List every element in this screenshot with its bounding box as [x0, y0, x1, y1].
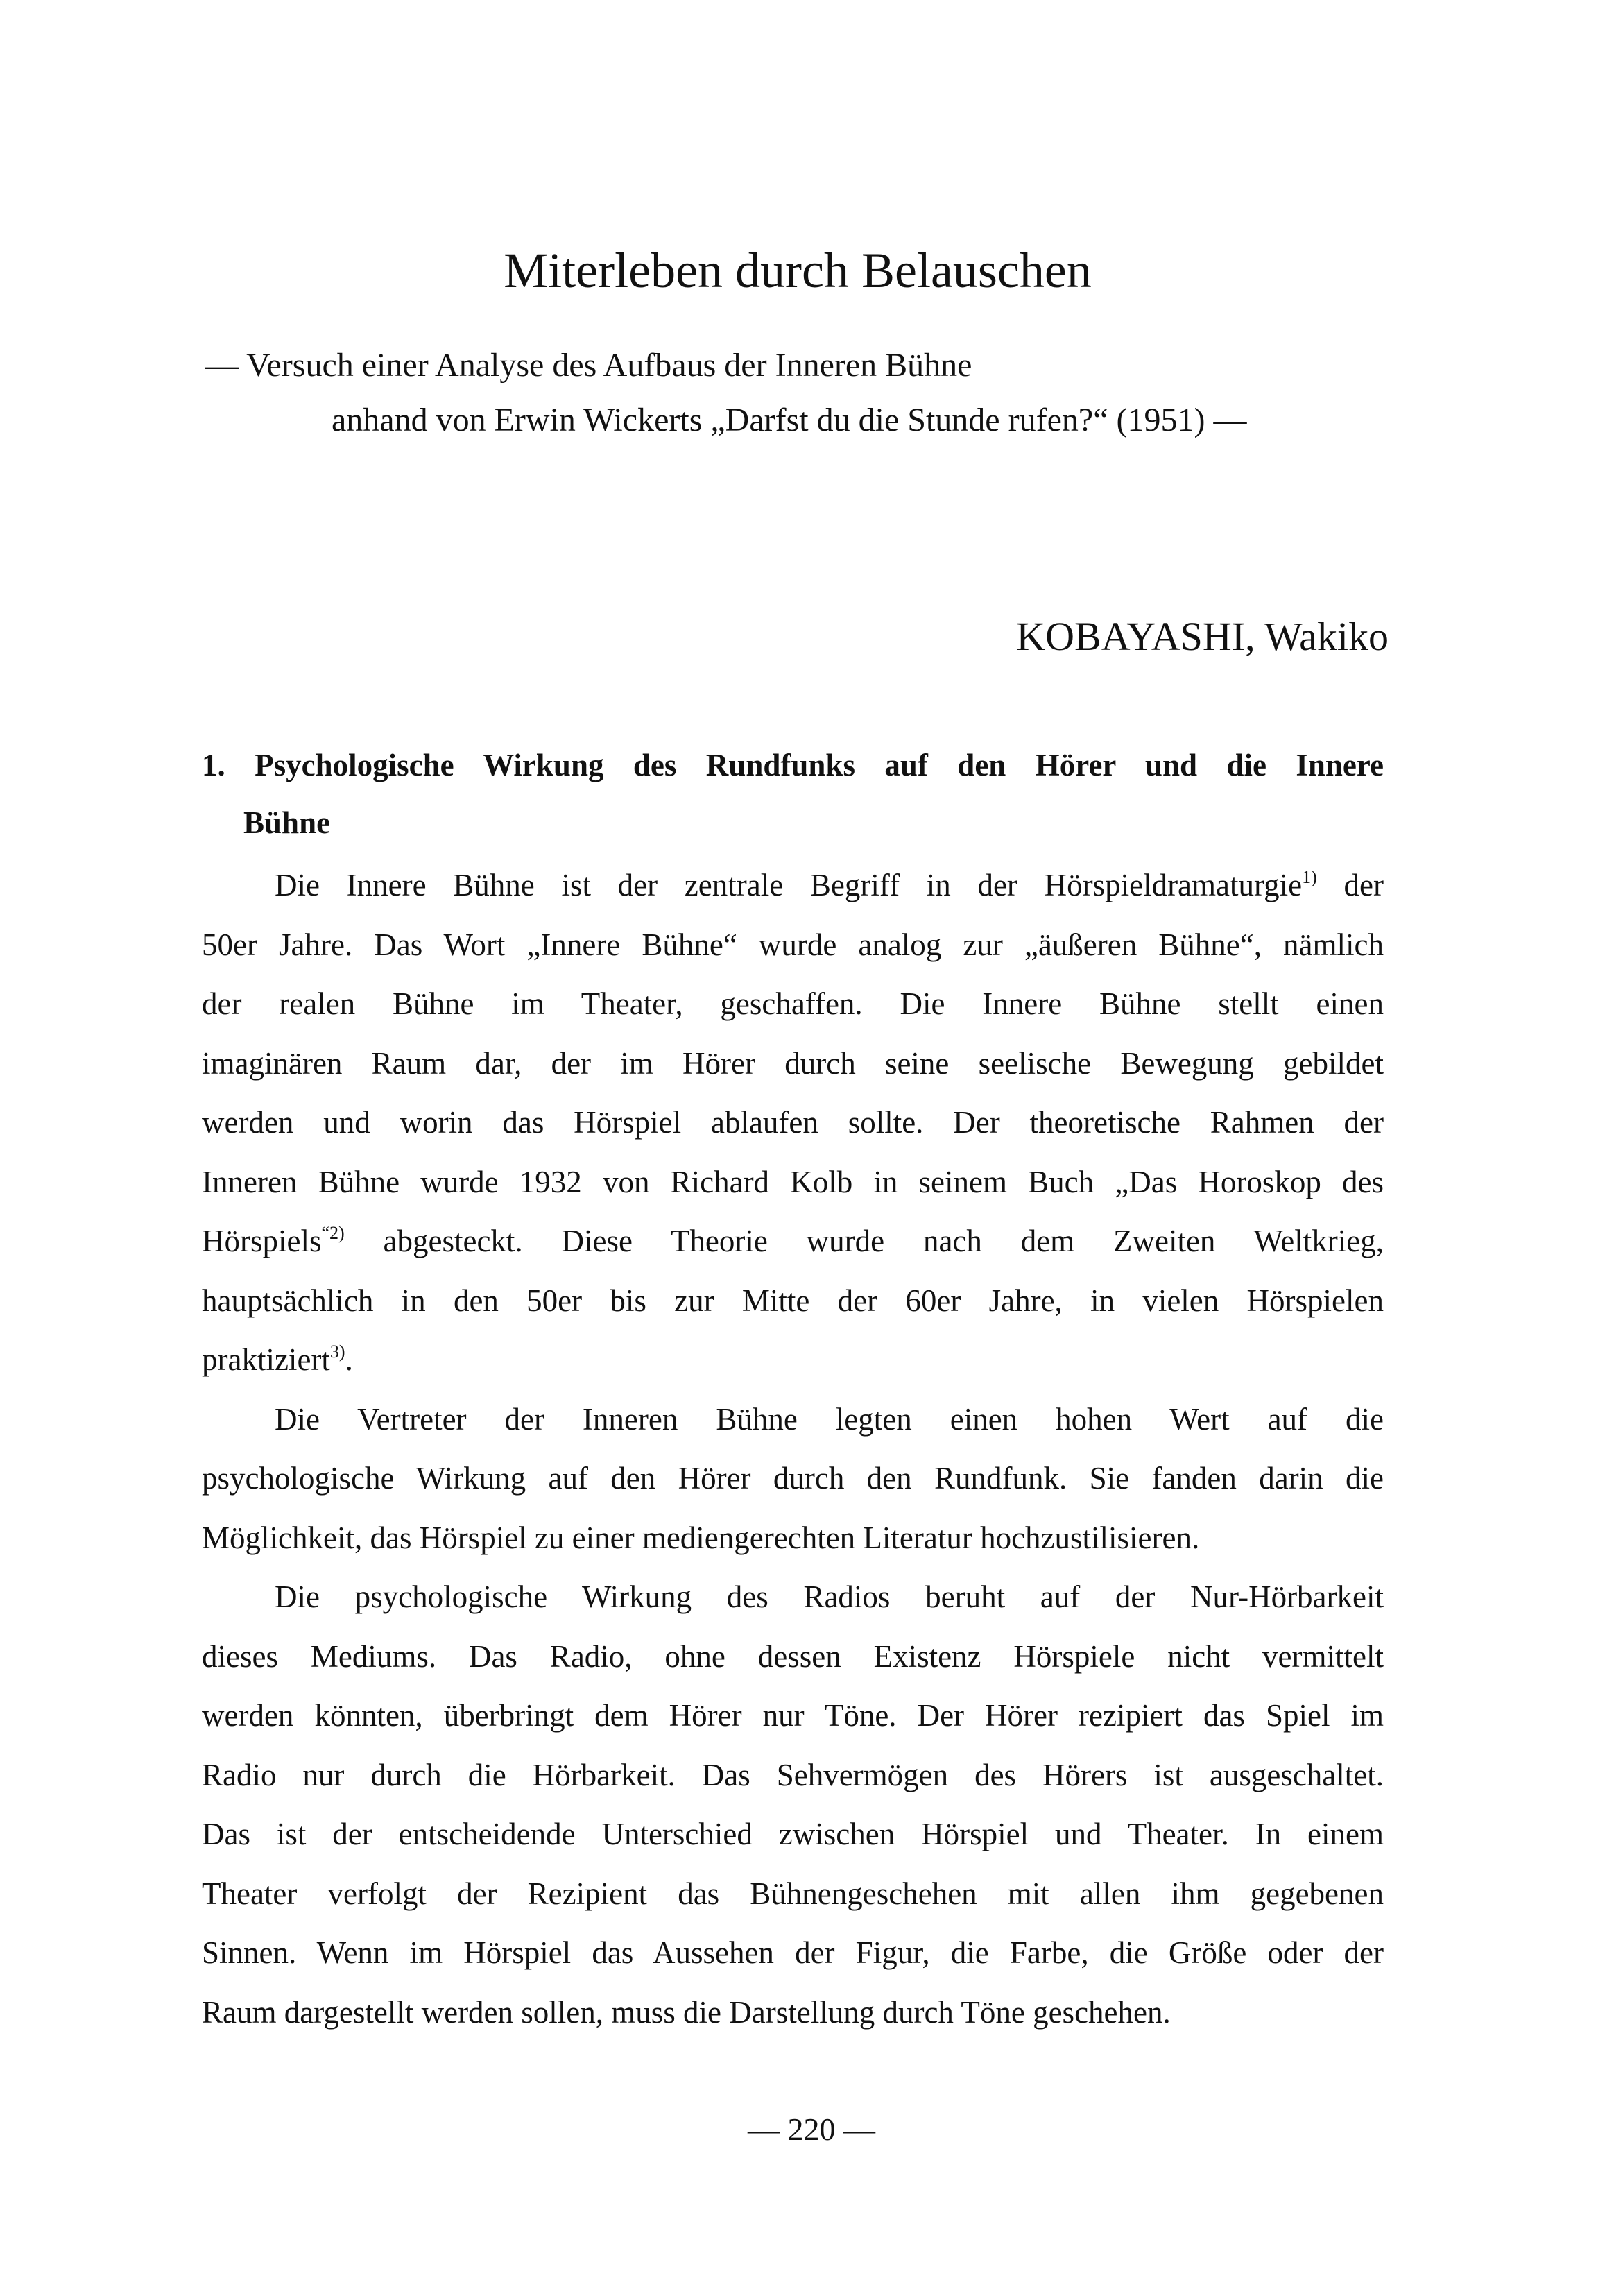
subtitle-line-2: anhand von Erwin Wickerts „Darfst du die Stunde rufen?“ (1951) —	[332, 402, 1247, 438]
body-text-segment: Das ist der entscheidende Unterschied zwischen Hörspiel und Theater. In einem	[202, 1817, 1384, 1851]
body-text-segment: Die Innere Bühne ist der zentrale Begriff in der Hörspieldramaturgie	[275, 868, 1303, 902]
article-title: Miterleben durch Belauschen	[504, 243, 1092, 298]
body-text-segment: Radio nur durch die Hörbarkeit. Das Sehvermögen des Hörers ist ausgeschaltet.	[202, 1757, 1384, 1792]
body-line	[202, 1746, 1384, 1806]
body-text-segment: Die Vertreter der Inneren Bühne legten einen hohen Wert auf die	[275, 1401, 1384, 1437]
section-heading-line-1: 1. Psychologische Wirkung des Rundfunks auf den Hörer und die Innere	[202, 748, 1384, 782]
body-text-segment: Möglichkeit, das Hörspiel zu einer mediengerechten Literatur hochzustilisieren.	[202, 1520, 1200, 1555]
body-text-segment: 50er Jahre. Das Wort „Innere Bühne“ wurde analog zur „äußeren Bühne“, nämlich	[202, 927, 1384, 962]
body-line	[202, 1805, 1384, 1865]
footnote-marker: 3)	[329, 1342, 345, 1362]
subtitle-line-1: — Versuch einer Analyse des Aufbaus der Inneren Bühne	[205, 347, 972, 384]
body-text-segment: praktiziert	[202, 1342, 330, 1377]
body-line	[202, 1212, 1384, 1271]
page-number: — 220 —	[748, 2111, 875, 2147]
body-text-segment: abgesteckt. Diese Theorie wurde nach dem Zweiten Weltkrieg,	[344, 1224, 1384, 1258]
body-text-segment: Theater verfolgt der Rezipient das Bühnengeschehen mit allen ihm gegebenen	[202, 1876, 1384, 1911]
body-text-segment: Inneren Bühne wurde 1932 von Richard Kolb in seinem Buch „Das Horoskop des	[202, 1164, 1384, 1199]
section-heading	[202, 737, 1384, 852]
body-text-segment: Die psychologische Wirkung des Radios beruht auf der Nur-Hörbarkeit	[275, 1579, 1384, 1614]
body-text-segment: werden könnten, überbringt dem Hörer nur Töne. Der Hörer rezipiert das Spiel im	[202, 1698, 1384, 1733]
footnote-marker: “2)	[321, 1223, 345, 1243]
body-line	[202, 975, 1384, 1034]
body-line	[202, 1983, 1384, 2043]
body-line	[202, 1034, 1384, 1094]
body-text-segment: Hörspiels	[202, 1224, 322, 1258]
body-text-segment: werden und worin das Hörspiel ablaufen sollte. Der theoretische Rahmen der	[202, 1105, 1384, 1140]
body-line	[202, 1093, 1384, 1153]
body-line	[202, 1865, 1384, 1924]
body-text-segment: .	[345, 1342, 353, 1377]
body-line	[202, 1509, 1384, 1568]
body-text-segment: hauptsächlich in den 50er bis zur Mitte der 60er Jahre, in vielen Hörspielen	[202, 1283, 1384, 1318]
body-text-segment: der	[1316, 868, 1384, 902]
body-line	[202, 1449, 1384, 1509]
body-line	[202, 1153, 1384, 1213]
body-line	[202, 1924, 1384, 1983]
body-text-segment: dieses Mediums. Das Radio, ohne dessen Existenz Hörspiele nicht vermittelt	[202, 1638, 1384, 1674]
body-line	[202, 1271, 1384, 1331]
body-line	[202, 1390, 1384, 1450]
body-text	[202, 856, 1384, 2042]
body-text-segment: Raum dargestellt werden sollen, muss die Darstellung durch Töne geschehen.	[202, 1994, 1171, 2030]
footnote-marker: 1)	[1302, 867, 1317, 887]
body-line	[202, 1330, 1384, 1390]
body-text-segment: psychologische Wirkung auf den Hörer durch den Rundfunk. Sie fanden darin die	[202, 1461, 1384, 1496]
body-line	[202, 916, 1384, 975]
body-line	[202, 1627, 1384, 1687]
section-heading-line-2: Bühne	[243, 805, 331, 840]
body-line	[202, 856, 1384, 916]
body-text-segment: imaginären Raum dar, der im Hörer durch seine seelische Bewegung gebildet	[202, 1045, 1384, 1081]
body-line	[202, 1686, 1384, 1746]
body-line	[202, 1568, 1384, 1627]
author-name: KOBAYASHI, Wakiko	[1016, 614, 1389, 659]
body-text-segment: Sinnen. Wenn im Hörspiel das Aussehen der Figur, die Farbe, die Größe oder der	[202, 1935, 1384, 1970]
body-text-segment: der realen Bühne im Theater, geschaffen. Die Innere Bühne stellt einen	[202, 986, 1384, 1021]
